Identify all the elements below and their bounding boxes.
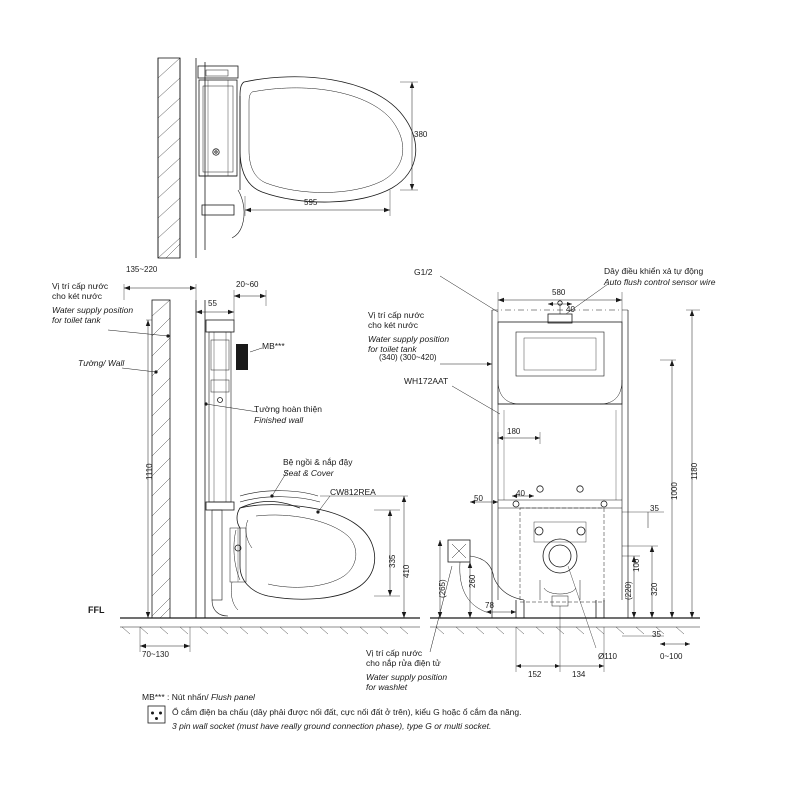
label-wall: Tường/ Wall	[78, 358, 125, 368]
legend-mb-vi: MB*** : Nút nhấn/	[142, 692, 211, 702]
label-seat-cover-en: Seat & Cover	[283, 468, 334, 478]
dim-1110: 1110	[145, 463, 154, 480]
label-sensor-wire-vi: Dây điều khiển xả tự động	[604, 266, 704, 276]
dim-152: 152	[528, 670, 542, 679]
label-water-supply-tank-right-en: Water supply position for toilet tank	[368, 334, 450, 354]
legend-mb-en: Flush panel	[210, 692, 255, 702]
label-finished-wall-en: Finished wall	[254, 415, 304, 425]
dim-40-mid: 40	[516, 489, 525, 498]
dim-35-upper: 35	[650, 504, 659, 513]
label-water-supply-tank-right-vi: Vị trí cấp nước cho két nước	[368, 310, 425, 330]
dim-100: 100	[632, 558, 641, 572]
dim-320: 320	[650, 582, 659, 596]
dim-1000: 1000	[670, 482, 679, 500]
dim-335: 335	[388, 554, 397, 568]
legend-socket-en: 3 pin wall socket (must have really ground connection phase), type G or multi socket.	[172, 721, 492, 731]
label-model-wh172aat: WH172AAT	[404, 376, 449, 386]
label-finished-wall-vi: Tường hoàn thiện	[254, 404, 322, 414]
dim-135-220: 135~220	[126, 265, 158, 274]
dim-220: (220)	[624, 581, 633, 600]
dim-340-300-420: (340) (300~420)	[379, 353, 437, 362]
ffl-label: FFL	[88, 605, 105, 615]
label-washlet-supply-vi: Vị trí cấp nước cho nắp rửa điện tử	[366, 648, 441, 668]
dim-diameter-110: Ø110	[598, 652, 617, 661]
dim-595: 595	[304, 198, 318, 207]
dim-20-60: 20~60	[236, 280, 259, 289]
label-seat-cover-vi: Bệ ngồi & nắp đậy	[283, 457, 353, 467]
dim-180: 180	[507, 427, 521, 436]
label-water-supply-tank-left-vi: Vị trí cấp nước cho két nước	[52, 281, 109, 301]
label-model-cw812rea: CW812REA	[330, 487, 376, 497]
dim-580: 580	[552, 288, 566, 297]
label-g12: G1/2	[414, 267, 433, 277]
label-washlet-supply-en: Water supply position for washlet	[366, 672, 448, 692]
label-sensor-wire-en: Auto flush control sensor wire	[604, 277, 716, 287]
dim-0-100: 0~100	[660, 652, 683, 661]
label-mb-flush-panel-code: MB***	[262, 341, 285, 351]
dim-40-top: 40	[566, 305, 575, 314]
dim-134: 134	[572, 670, 586, 679]
dim-380: 380	[414, 130, 428, 139]
dim-1180: 1180	[690, 462, 699, 480]
dim-70-130: 70~130	[142, 650, 169, 659]
dim-55: 55	[208, 299, 217, 308]
dim-260: 260	[468, 574, 477, 588]
dim-265: (265)	[438, 579, 447, 598]
label-water-supply-tank-left-en: Water supply position for toilet tank	[52, 305, 134, 325]
dim-50: 50	[474, 494, 483, 503]
legend-mb-line	[142, 692, 255, 703]
dim-410: 410	[402, 564, 411, 578]
dim-78: 78	[485, 601, 494, 610]
dim-35-lower: 35	[652, 630, 661, 639]
legend-socket-vi: Ổ cắm điện ba chấu (dây phải được nối đất, cực nối đất ở trên), kiểu G hoặc ổ cắm đa năng.	[172, 707, 522, 717]
